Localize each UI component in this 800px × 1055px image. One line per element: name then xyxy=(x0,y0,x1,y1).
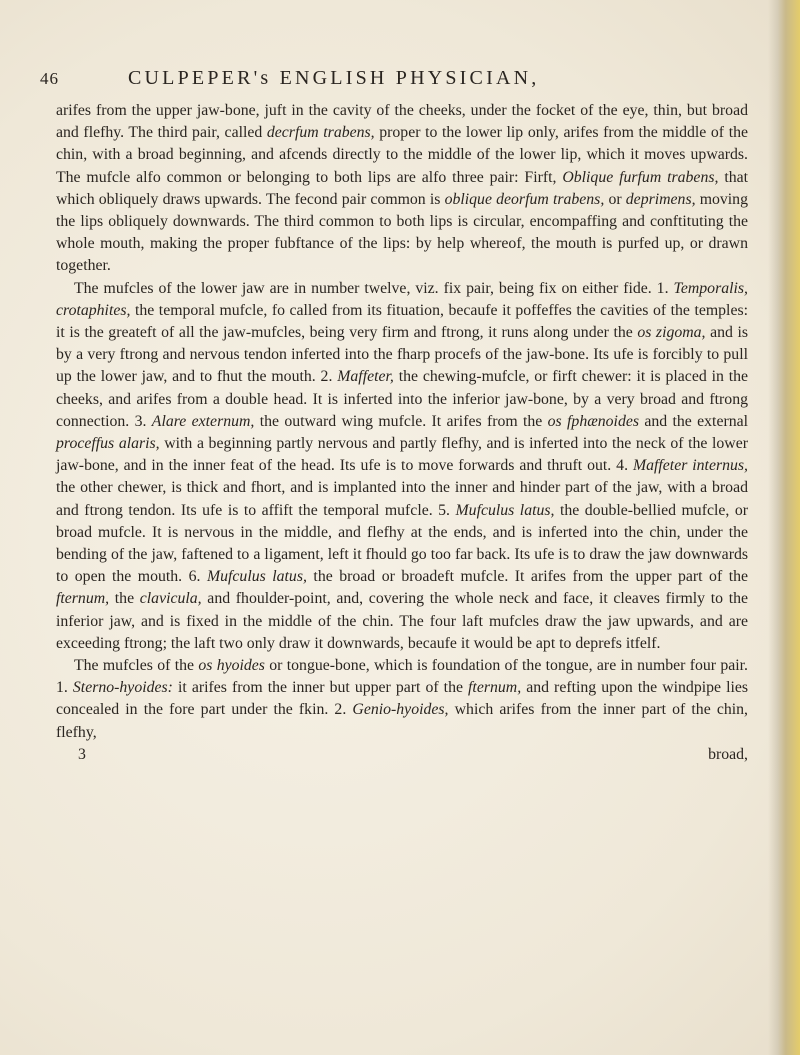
text-run: or tongue-bone, which is foundation of the tongue, are in number four pair. 1. xyxy=(56,657,748,697)
catchword: broad, xyxy=(708,745,748,763)
text-run: the other chewer, is thick and fhort, and is implanted into the inner and hinder part of the jaw, with a broad and ftrong tendon. Its ufe is to affift the temporal mufcle. 5. xyxy=(56,479,748,519)
text-run: the broad or broadeft mufcle. It arifes from the upper part of the xyxy=(306,568,748,586)
text-run: or xyxy=(604,190,626,208)
page-number: 46 xyxy=(40,69,59,88)
paragraph-3 xyxy=(56,655,748,744)
text-run: The mufcles of the lower jaw are in number twelve, viz. fix pair, being fix on either fide. 1. xyxy=(74,279,674,297)
text-run: arifes from the upper jaw-bone, juft in the cavity of the cheeks, under the focket of the eye, thin, but broad and flefhy. The third pair, called xyxy=(56,102,748,142)
latin-term: os hyoides xyxy=(198,657,265,675)
text-run: the outward wing mufcle. It arifes from the xyxy=(254,412,548,430)
page-gutter-edge xyxy=(768,0,800,1055)
latin-term: oblique deorfum trabens, xyxy=(444,190,605,208)
text-run: the chewing-mufcle, or firft chewer: it is placed in the cheeks, and arifes from a double head. It is inferted into the inferior jaw-bone, by a very broad and ftrong connection. 3. xyxy=(56,368,748,430)
running-title: CULPEPER's ENGLISH PHYSICIAN, xyxy=(128,67,540,89)
text-run: that which obliquely draws upwards. The fecond pair common is xyxy=(56,168,749,208)
latin-term: os zigoma, xyxy=(637,324,706,342)
text-run: the xyxy=(109,590,140,608)
text-run: and refting upon the windpipe lies concealed in the fore part under the fkin. 2. xyxy=(56,679,749,719)
latin-term: fternum, xyxy=(468,679,522,697)
page-footer xyxy=(56,744,748,766)
page-header xyxy=(40,67,740,97)
text-run: the temporal mufcle, fo called from its fituation, becaufe it poffeffes the cavities of the temples: it is the greateft of all the jaw-mufcles, being very firm and ftrong, it runs along under the xyxy=(56,301,748,342)
latin-term: Genio-hyoides, xyxy=(352,701,449,719)
paragraph-2 xyxy=(56,278,748,655)
text-run: and the external xyxy=(639,412,749,430)
paragraph-1 xyxy=(56,100,748,278)
text-run: and fhoulder-point, and, covering the whole neck and face, it cleaves firmly to the inferior jaw, and is fixed in the middle of the chin. The four laft mufcles draw the jaw upwards, and are exceeding ftrong; the laft two only draw it downwards, becaufe it would be apt to deprefs itfelf. xyxy=(56,590,748,652)
text-run: it arifes from the inner but upper part of the xyxy=(172,679,469,697)
text-run: proper to the lower lip only, arifes from the middle of the chin, with a broad beginning, and afcends directly to the middle of the lower lip, which it moves upwards. The mufcle alfo common or belonging to both lips are alfo three pair: Firft, xyxy=(56,124,748,186)
latin-term: Sterno-hyoides: xyxy=(72,679,173,697)
text-run: moving the lips obliquely downwards. The third common to both lips is circular, encompaffing and conftituting the whole mouth, making the proper fubftance of the lips: by help whereof, the mouth is purfed up, or drawn together. xyxy=(56,190,748,275)
text-run: The mufcles of the xyxy=(74,657,199,675)
latin-term: Mufculus latus, xyxy=(206,568,307,586)
text-run: the double-bellied mufcle, or broad mufcle. It is nervous in the middle, and flefhy at the ends, and is inferted into the chin, under the bending of the jaw, faftened to a ligament, left it fhould go too far back. Its ufe is to draw the jaw downwards to open the mouth. 6. xyxy=(56,501,748,586)
body-text xyxy=(56,100,748,766)
latin-term: proceffus alaris, xyxy=(56,435,160,453)
latin-term: decrfum trabens, xyxy=(266,124,375,142)
latin-term: Temporalis, crotaphites, xyxy=(56,279,748,319)
latin-term: Alare externum, xyxy=(151,412,255,430)
latin-term: Oblique furfum trabens, xyxy=(562,168,719,186)
latin-term: clavicula, xyxy=(139,590,202,608)
latin-term: os fphænoides xyxy=(547,412,640,430)
signature-mark: 3 xyxy=(78,745,86,763)
text-run: with a beginning partly nervous and partly flefhy, and is inferted into the neck of the lower jaw-bone, and in the inner feat of the head. Its ufe is to move forwards and thruft out. 4. xyxy=(56,435,748,475)
latin-term: Maffeter, xyxy=(337,368,394,386)
latin-term: Mufculus latus, xyxy=(455,501,555,519)
latin-term: Maffeter internus, xyxy=(632,457,748,475)
latin-term: fternum, xyxy=(56,590,110,608)
text-run: and is by a very ftrong and nervous tendon inferted into the fharp procefs of the jaw-bone. Its ufe is forcibly to pull up the lower jaw, and to fhut the mouth. 2. xyxy=(56,324,748,386)
text-run: which arifes from the inner part of the chin, flefhy, xyxy=(56,701,748,741)
latin-term: deprimens, xyxy=(625,190,696,208)
